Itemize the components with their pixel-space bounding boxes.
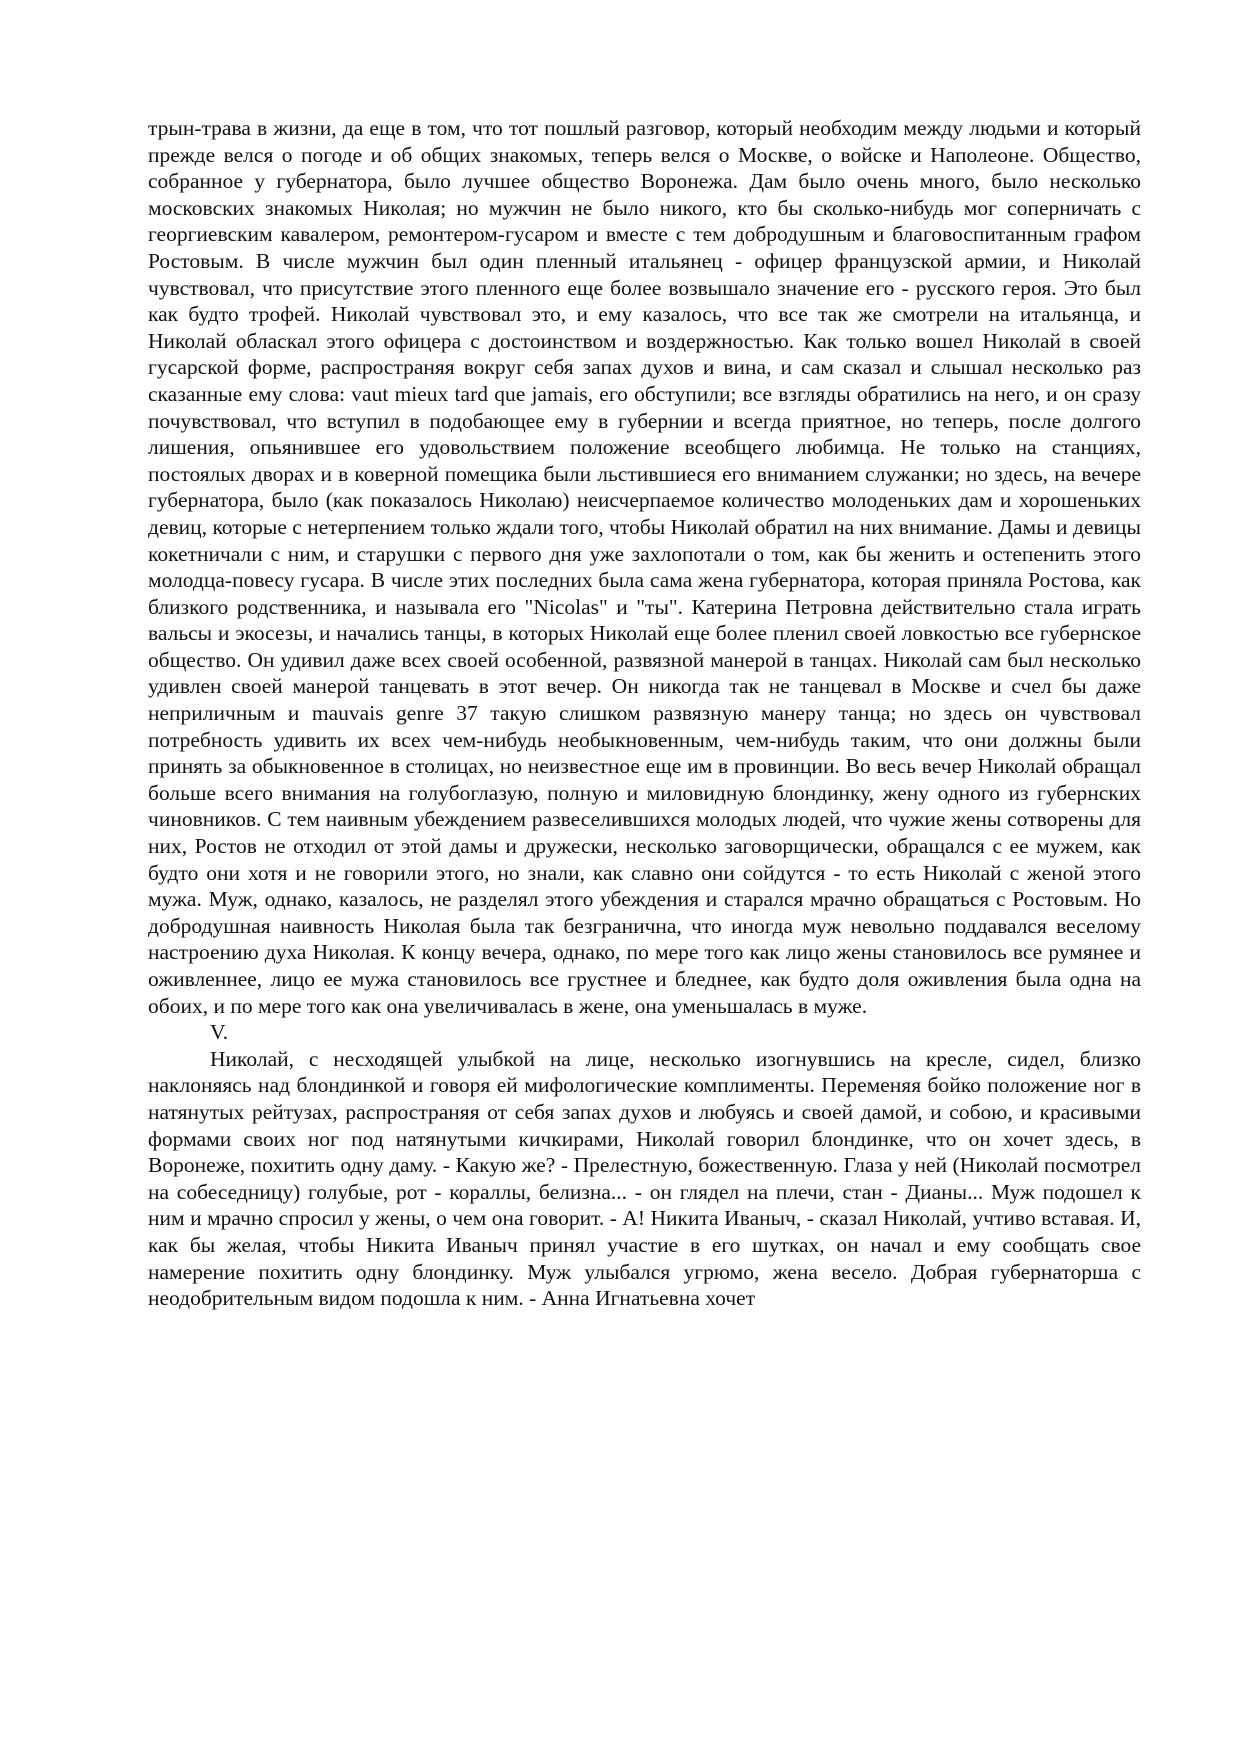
paragraph-continued: трын-трава в жизни, да еще в том, что тот пошлый разговор, который необходим между людьми и который прежде велся о погоде и об общих знакомых, теперь велся о Москве, о войске и Наполеоне. Общество, собранное у губернатора, было лучшее общество Воронежа. Дам было очень много, было несколько московских знакомых Николая; но мужчин не было никого, кто бы сколько-нибудь мог соперничать с георгиевским кавалером, ремонтером-гусаром и вместе с тем добродушным и благовоспитанным графом Ростовым. В числе мужчин был один пленный итальянец - офицер французской армии, и Николай чувствовал, что присутствие этого пленного еще более возвышало значение его - русского героя. Это был как будто трофей. Николай чувствовал это, и ему казалось, что все так же смотрели на итальянца, и Николай обласкал этого офицера с достоинством и воздержностью. Как только вошел Николай в своей гусарской форме, распространяя вокруг себя запах духов и вина, и сам сказал и слышал несколько раз сказанные ему слова: vaut mieux tard que jamais, его обступили; все взгляды обратились на него, и он сразу почувствовал, что вступил в подобающее ему в губернии и всегда приятное, но теперь, после долгого лишения, опьянившее его удовольствием положение всеобщего любимца. Не только на станциях, постоялых дворах и в коверной помещика были льстившиеся его вниманием служанки; но здесь, на вечере губернатора, было (как показалось Николаю) неисчерпаемое количество молоденьких дам и хорошеньких девиц, которые с нетерпением только ждали того, чтобы Николай обратил на них внимание. Дамы и девицы кокетничали с ним, и старушки с первого дня уже захлопотали о том, как бы женить и остепенить этого молодца-повесу гусара. В числе этих последних была сама жена губернатора, которая приняла Ростова, как близкого родственника, и называла его "Nicolas" и "ты". Катерина Петровна действительно стала играть вальсы и экосезы, и начались танцы, в которых Николай еще более пленил своей ловкостью все губернское общество. Он удивил даже всех своей особенной, развязной манерой в танцах. Николай сам был несколько удивлен своей манерой танцевать в этот вечер. Он никогда так не танцевал в Москве и счел бы даже неприличным и mauvais genre 37 такую слишком развязную манеру танца; но здесь он чувствовал потребность удивить их всех чем-нибудь необыкновенным, чем-нибудь таким, что они должны были принять за обыкновенное в столицах, но неизвестное еще им в провинции. Во весь вечер Николай обращал больше всего внимания на голубоглазую, полную и миловидную блондинку, жену одного из губернских чиновников. С тем наивным убеждением развеселившихся молодых людей, что чужие жены сотворены для них, Ростов не отходил от этой дамы и дружески, несколько заговорщически, обращался с ее мужем, как будто они хотя и не говорили этого, но знали, как славно они сойдутся - то есть Николай с женой этого мужа. Муж, однако, казалось, не разделял этого убеждения и старался мрачно обращаться с Ростовым. Но добродушная наивность Николая была так безгранична, что иногда муж невольно поддавался веселому настроению духа Николая. К концу вечера, однако, по мере того как лицо жены становилось все румянее и оживленнее, лицо ее мужа становилось все грустнее и бледнее, как будто доля оживления была одна на обоих, и по мере того как она увеличивалась в жене, она уменьшалась в муже. (148, 116, 1141, 1018)
chapter-heading: V. (210, 1020, 229, 1045)
paragraph: Николай, с несходящей улыбкой на лице, несколько изогнувшись на кресле, сидел, близко наклоняясь над блондинкой и говоря ей мифологические комплименты. Переменяя бойко положение ног в натянутых рейтузах, распространяя от себя запах духов и любуясь и своей дамой, и собою, и красивыми формами своих ног под натянутыми кичкирами, Николай говорил блондинке, что он хочет здесь, в Воронеже, похитить одну даму. - Какую же? - Прелестную, божественную. Глаза у ней (Николай посмотрел на собеседницу) голубые, рот - кораллы, белизна... - он глядел на плечи, стан - Дианы... Муж подошел к ним и мрачно спросил у жены, о чем она говорит. - А! Никита Иваныч, - сказал Николай, учтиво вставая. И, как бы желая, чтобы Никита Иваныч принял участие в его шутках, он начал и ему сообщать свое намерение похитить одну блондинку. Муж улыбался угрюмо, жена весело. Добрая губернаторша с неодобрительным видом подошла к ним. - Анна Игнатьевна хочет (148, 1046, 1141, 1311)
body-text (148, 115, 1141, 1312)
